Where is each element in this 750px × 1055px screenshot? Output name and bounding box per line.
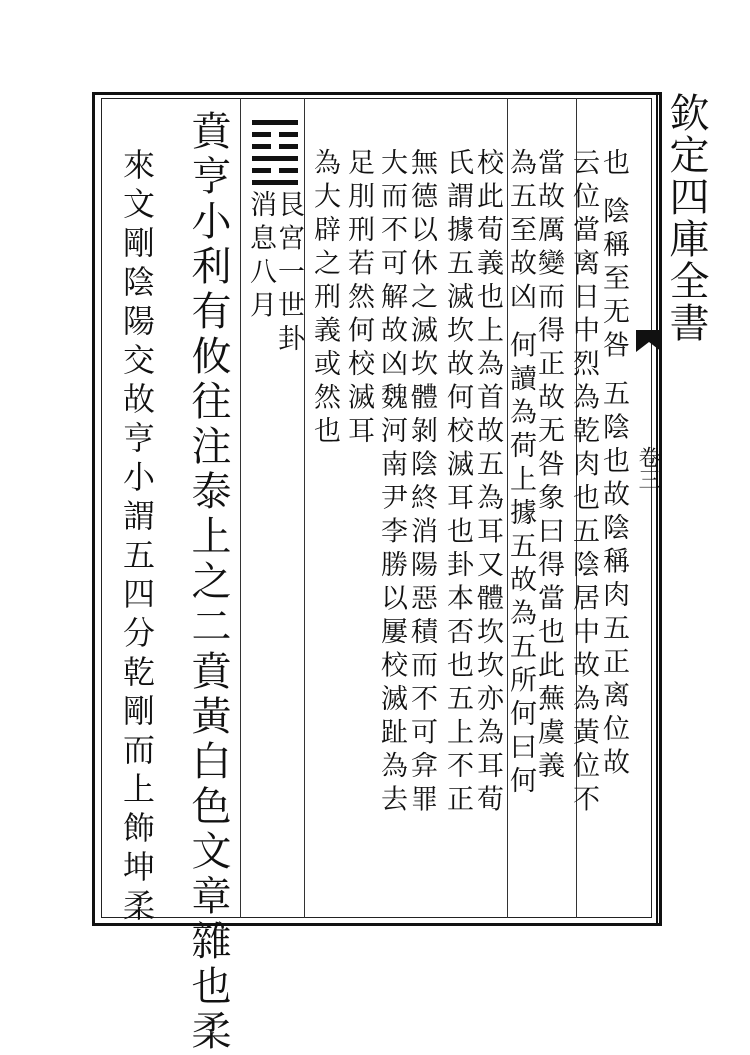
hexagram-bi-icon bbox=[252, 118, 298, 186]
fish-tail-mark-icon bbox=[636, 330, 662, 352]
text-column-5: 校此荀義也上為首故五為耳又體坎坎亦為耳荀 bbox=[472, 148, 503, 818]
text-column-3: 當故厲變而得正故无咎象曰得當也此蕪虞義 bbox=[533, 148, 564, 785]
text-column-1: 也 陰稱至无咎 五陰也故陰稱肉五正离位故 bbox=[598, 148, 629, 782]
season-label: 消息八月 bbox=[245, 190, 276, 324]
column-rule bbox=[240, 98, 241, 918]
text-column-10: 為大辟之刑義或然也 bbox=[309, 148, 340, 450]
palace-label: 艮宮一世卦 bbox=[273, 190, 304, 358]
text-column-9: 足刖刑若然何校滅耳 bbox=[343, 148, 374, 450]
volume-label: 卷三 bbox=[635, 446, 660, 490]
text-column-4: 為五至故凶 何讀為荷上據五故為五所何曰何 bbox=[505, 148, 536, 800]
text-column-8: 大而不可解故凶魏河南尹李勝以屢校滅趾為去 bbox=[376, 148, 407, 818]
main-text-column-1: 賁亨小利有攸往注泰上之二賁黃白色文章雜也柔 bbox=[185, 110, 231, 1055]
text-column-7: 無德以休之滅坎體剝陰終消陽惡積而不可弇罪 bbox=[406, 148, 437, 818]
text-column-6: 氏謂據五滅坎故何校滅耳也卦本否也五上不正 bbox=[442, 148, 473, 818]
book-title: 欽定四庫全書 bbox=[663, 92, 709, 344]
main-text-column-2: 來文剛陰陽交故亨小謂五四分乾剛而上飾坤柔 bbox=[118, 148, 156, 928]
text-column-2: 云位當离日中烈為乾肉也五陰居中故為黃位不 bbox=[568, 148, 599, 818]
